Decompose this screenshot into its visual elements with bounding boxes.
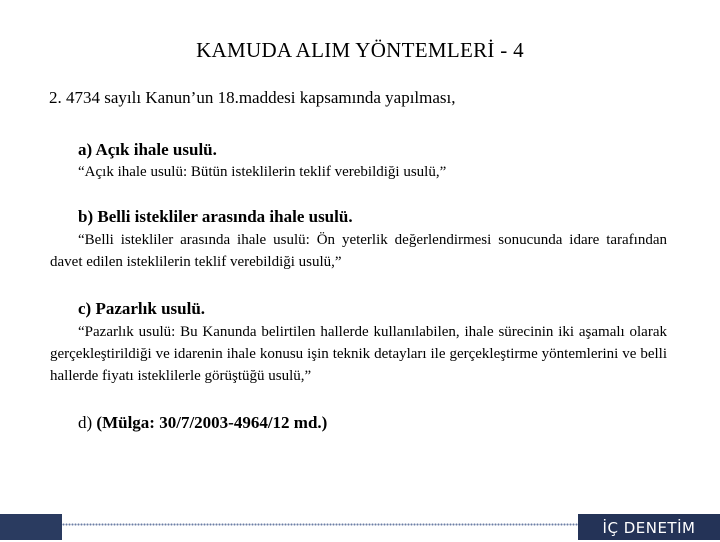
footer-dotted-line	[62, 514, 578, 540]
item-d-text: (Mülga: 30/7/2003-4964/12 md.)	[96, 413, 328, 432]
page-title: KAMUDA ALIM YÖNTEMLERİ - 4	[196, 38, 524, 62]
item-d-line	[78, 413, 327, 433]
item-a-text: “Açık ihale usulü: Bütün isteklilerin teklif verebildiği usulü,”	[78, 164, 447, 180]
footer-bar	[0, 514, 720, 540]
item-b-heading: b) Belli istekliler arasında ihale usulü.	[78, 207, 353, 226]
item-d-prefix: d)	[78, 413, 97, 432]
item-c-heading: c) Pazarlık usulü.	[78, 299, 206, 318]
item-b-text: “Belli istekliler arasında ihale usulü: Ön yeterlik değerlendirmesi sonucunda idare tarafından davet edilen isteklilerin teklif verebildiği usulü,”	[50, 232, 667, 270]
item-c-text: “Pazarlık usulü: Bu Kanunda belirtilen hallerde kullanılabilen, ihale sürecinin iki aşamalı olarak gerçekleştirildiği ve idarenin ihale konusu işin teknik detayları ile gerçekleştirme yöntemlerini ve belli hallerde fiyatı isteklilerle görüştüğü usulü,”	[50, 324, 667, 384]
item-a-heading: a) Açık ihale usulü.	[78, 140, 217, 159]
intro-paragraph: 2. 4734 sayılı Kanun’un 18.maddesi kapsamında yapılması,	[49, 88, 456, 107]
footer-left-block	[0, 514, 62, 540]
footer-label: İÇ DENETİM	[578, 514, 720, 540]
